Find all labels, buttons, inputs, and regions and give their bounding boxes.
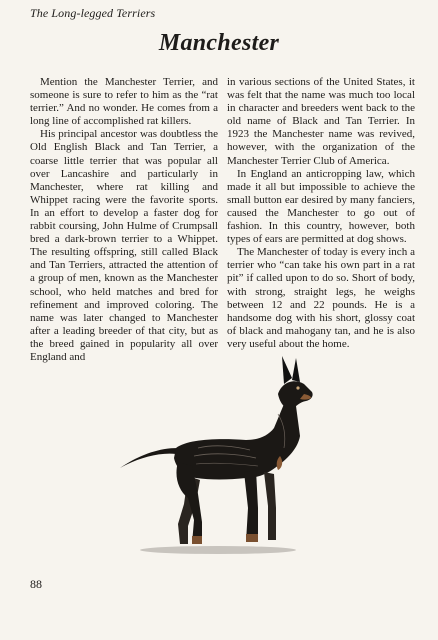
paragraph: The Manchester of today is every inch a terrier who “can take his own part in a rat pit” if called upon to do so. Short of body, with strong, straight legs, he weighs between 12 and 22 pounds. He is a handsome dog with his short, glossy coat of black and mahogany tan, and he is also very useful about the home. [227,246,415,350]
paragraph: Mention the Manchester Terrier, and someone is sure to refer to him as the “rat terrier.” And no wonder. He comes from a long line of accomplished rat killers. [30,76,218,128]
left-column [30,76,218,364]
page-title: Manchester [158,30,280,56]
paragraph: In England an anticropping law, which made it all but impossible to achieve the small button ear desired by many fanciers, caused the Manchester to go out of fashion. In this country, however, both types of ears are permitted at dog shows. [227,167,415,246]
running-head: The Long-legged Terriers [30,6,156,20]
page-number: 88 [30,577,42,591]
paragraph: His principal ancestor was doubtless the Old English Black and Tan Terrier, a coarse little terrier that was popular all over Lancashire and particularly in Manchester, where rat killing and Whippet racing were the favorite sports. In an effort to develop a faster dog for rabbit coursing, John Hulme of Crumpsall bred a dark-brown terrier to a Whippet. The resulting offspring, still called Black and Tan Terriers, attracted the attention of a group of men, known as the Manchester school, who held matches and bred for refinement and improved coloring. The name was later changed to Manchester after a leading breeder of that city, but as the breed gained in popularity all over England and [30,128,218,363]
paragraph: in various sections of the United States, it was felt that the name was much too local in character and breeders went back to the old name of Black and Tan Terrier. In 1923 the Manchester name was revived, however, with the organization of the Manchester Terrier Club of America. [227,76,415,167]
right-column [227,76,415,351]
manchester-terrier-illustration [118,344,313,559]
